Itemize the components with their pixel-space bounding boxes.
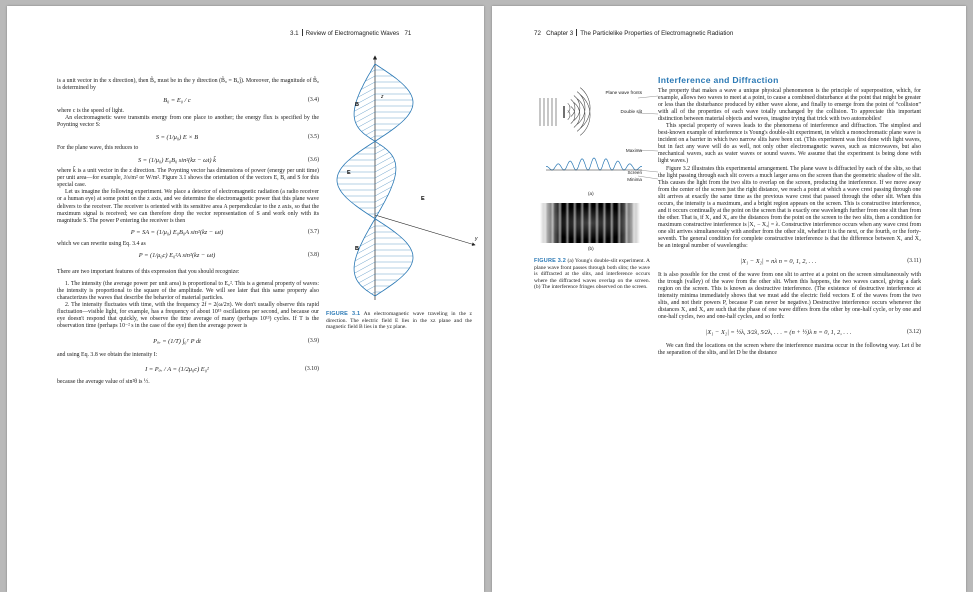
section-number: 3.1 <box>290 30 299 37</box>
paragraph: This special property of waves leads to the phenomena of interference and diffraction. The simplest and best-known example of interference is Young's double-slit experiment, in which a monochromatic plane wave is incident on a barrier in which two narrow slits have been cut. (This experiment was first done with light waves, but in fact any wave will do as well, not only other electromagnetic waves, such as microwaves, but also mechanical waves, such as water waves or sound waves. We assume that the experiment is being done with light waves.) <box>658 123 921 165</box>
figure-3-1-caption <box>326 311 472 331</box>
figure-3-1-diagram <box>325 50 484 310</box>
paragraph: An electromagnetic wave transmits energy from one place to another; the energy flux is specified by the Poynting vector S: <box>57 115 319 129</box>
circular-wave-front <box>568 110 570 119</box>
b-field-hatch <box>375 148 385 154</box>
paragraph: It is also possible for the crest of the wave from one slit to arrive at a point on the screen simultaneously with the trough (valley) of the wave from the other slit. When this happens, the two waves cancel, giving a dark region on the screen. This is known as destructive interference. (The existence of destructive interference at intensity minima immediately shows that we must add the electric field vectors E of the waves from the two slits, and not their powers P, because P can never be negative.) Destructive interference occurs whenever the distances X₁ and X₂ are such that the phase of one wave differs from the other by one-half cycle, or by one and one-half cycles, two and one-half cycles, and so forth: <box>658 272 921 321</box>
b-field-hatch <box>356 268 375 278</box>
list-item: 2. The intensity fluctuates with time, with the frequency 2f = 2(ω/2π). We don't usually observe this rapid fluctuation—visible light, for example, has a frequency of about 10¹⁵ oscillations per second, and because our eye doesn't respond that quickly, we observe the time average of many (perhaps 10¹³) cycles. If T is the observation time (perhaps 10⁻² s in the case of the eye) then the average power is <box>57 301 319 330</box>
figure-caption-text: (a) Young's double-slit experiment. A plane wave front passes through both slits; the wave is diffracted at the slits, and interference occurs where the diffracted waves overlap on the screen. (b) The interference fringes observed on the screen. <box>534 258 651 291</box>
b-field-hatch <box>375 187 392 196</box>
b-field-hatch <box>356 112 375 123</box>
paragraph: We can find the locations on the screen where the interference maxima occur in the following way. Let d be the separation of the slits, and let D be the distance <box>658 343 921 357</box>
subfigure-a-label: (a) <box>588 191 594 196</box>
section-title: Interference and Diffraction <box>658 75 779 85</box>
figure-caption-text: An electromagnetic wave traveling in the z direction. The electric field E lies in the xz plane and the magnetic field B lies in the yz plane. <box>326 311 473 331</box>
subfigure-b-label: (b) <box>588 246 594 251</box>
b-field-hatch <box>355 262 376 273</box>
page-number: 71 <box>404 30 412 37</box>
equation-3-5: S = (1/μ₀) E × B (3.5) <box>155 133 319 141</box>
b-field-hatch <box>362 124 376 131</box>
b-field-hatch <box>375 145 381 148</box>
screen-intensity-pattern <box>546 158 642 170</box>
y-axis <box>375 215 475 245</box>
left-text-column <box>57 78 319 386</box>
y-axis-label: y <box>475 236 478 242</box>
right-page <box>492 6 966 592</box>
b-field-hatch <box>362 280 375 287</box>
equation-3-10: I = Pₐᵥ / A = (1/2μ₀c) E₀² (3.10) <box>145 365 319 373</box>
equation-3-12: |X₁ − X₂| = ½λ, 3⁄2λ, 5⁄2λ, . . . = (n + ½)λ n = 0, 1, 2, . . . (3.12) <box>705 328 921 336</box>
paragraph: and using Eq. 3.8 we obtain the intensity I: <box>57 352 158 359</box>
running-head-right <box>534 29 733 37</box>
vector-e-label-right: E <box>421 196 425 202</box>
paragraph: is a unit vector in the x direction), then B̂₀ must be in the y direction (B̂₀ = B₀ĵ). Moreover, the magnitude of B̂₀ is determined by <box>57 78 319 92</box>
b-field-hatch <box>367 286 375 291</box>
running-title: Review of Electromagnetic Waves <box>305 30 400 37</box>
b-field-hatch <box>354 256 375 267</box>
b-field-hatch <box>366 130 375 135</box>
b-field-hatch <box>375 152 389 160</box>
vector-b-label-bottom: B <box>355 246 359 252</box>
b-field-hatch <box>375 173 396 184</box>
circular-wave-front <box>571 106 575 123</box>
vector-b-label-top: B <box>355 102 359 108</box>
paragraph: For the plane wave, this reduces to <box>57 145 139 152</box>
equation-3-4: B₀ = E₀ / c (3.4) <box>163 96 319 104</box>
right-text-column <box>658 88 921 358</box>
b-field-hatch <box>372 292 375 294</box>
paragraph: where c is the speed of light. <box>57 108 125 115</box>
equation-3-8: P = (1/μ₀c) E₀²A sin²(kz − ωt) (3.8) <box>138 252 319 260</box>
left-page <box>7 6 484 592</box>
b-field-hatch <box>358 118 375 127</box>
circular-wave-front <box>571 99 575 116</box>
b-field-hatch <box>375 161 395 172</box>
b-field-hatch <box>375 167 396 178</box>
paragraph: where k̂ is a unit vector in the z direction. The Poynting vector has dimensions of power (energy per unit time) per unit area—for example, J/s/m² or W/m². Figure 3.1 shows the orientation of the vectors E, B, and S for this special case. <box>57 168 319 189</box>
running-head-left <box>290 29 411 37</box>
interference-fringes-image <box>540 203 640 243</box>
figure-label: FIGURE 3.1 <box>326 311 361 317</box>
label-double-slit: Double slit <box>620 109 642 114</box>
paragraph: There are two important features of this expression that you should recognize: <box>57 268 240 275</box>
equation-3-9: Pₐᵥ = (1/T) ∫₀ᵀ P dt (3.9) <box>153 337 319 345</box>
label-maxima: Maxima <box>625 148 642 153</box>
label-plane-wave-fronts: Plane wave fronts <box>605 90 642 95</box>
paragraph: Figure 3.2 illustrates this experimental arrangement. The plane wave is diffracted by each of the slits, so that the light passing through each slit covers a much larger area on the screen than the geometric shadow of the slit. This causes the light from the two slits to overlap on the screen, producing the interference. If we move away from the center of the screen just the right distance, we reach a point at which a wave crest passing through one slit arrives at exactly the same time as the previous wave crest that passed through the other slit. When this occurs, the intensity is a maximum, and a bright region appears on the screen. This is constructive interference, and it occurs continually at the point on the screen that is exactly one wavelength further from one slit than from the other. That is, if X₁ and X₂ are the distances from the point on the screen to the two slits, then a condition for maximum constructive interference is |X₁ − X₂| = λ. Constructive interference occurs when any wave crest from one slit arrives simultaneously with another from the other slit, whether it is the next, or the fourth, or the forty-seventh. The general condition for complete constructive interference is that the difference between X₁ and X₂ be an integral number of wavelengths: <box>658 165 921 250</box>
running-title: The Particlelike Properties of Electromagnetic Radiation <box>580 30 734 37</box>
figure-label: FIGURE 3.2 <box>534 258 567 264</box>
paragraph: which we can rewrite using Eq. 3.4 as <box>57 240 146 247</box>
equation-3-7: P = SA = (1/μ₀) E₀B₀A sin²(kz − ωt) (3.7) <box>130 229 319 237</box>
b-field-hatch <box>375 156 393 166</box>
b-field-hatch <box>358 88 375 97</box>
paragraph: The property that makes a wave a unique physical phenomenon is the principle of superposition, which, for example, allows two waves to meet at a point, to cause a combined disturbance at the point that might be greater or less than the disturbance produced by either wave alone, and finally to emerge from the point of “collision” with all of the properties of each wave totally unchanged by the collision. To appreciate this important distinction between material objects and waves, imagine trying that trick with two automobiles! <box>658 88 921 123</box>
b-field-hatch <box>357 244 375 254</box>
label-minima: Minima <box>627 177 642 182</box>
z-axis-label: z <box>381 94 384 100</box>
chapter-number: Chapter 3 <box>546 30 574 37</box>
page-number: 72 <box>534 30 541 37</box>
list-item: 1. The intensity (the average power per unit area) is proportional to E₀². This is a general property of waves: the intensity is proportional to the square of the amplitude. We will see later that this same property also characterizes the waves that describe the behavior of material particles. <box>57 280 319 301</box>
b-field-hatch <box>371 136 376 139</box>
equation-3-6: S = (1/μ₀) E₀B₀ sin²(kz − ωt) k̂ (3.6) <box>138 156 319 164</box>
vector-e-label-mid: E <box>347 170 351 176</box>
label-screen: Screen <box>627 170 642 175</box>
paragraph: Let us imagine the following experiment. We place a detector of electromagnetic radiation (a radio receiver or a human eye) at some point on the z axis, and we determine the electromagnetic power that this plane wave delivers to the receiver. The receiver is oriented with its sensitive area A perpendicular to the z axis, so that the maximum signal is received; we can therefore drop the vector representation of S and work only with its magnitude S. The power P entering the receiver is then <box>57 189 319 224</box>
figure-3-2-caption <box>534 258 650 291</box>
equation-3-11: |X₁ − X₂| = nλ n = 0, 1, 2, . . . (3.11) <box>740 257 921 265</box>
paragraph: because the average value of sin²θ is ½. <box>57 379 150 386</box>
